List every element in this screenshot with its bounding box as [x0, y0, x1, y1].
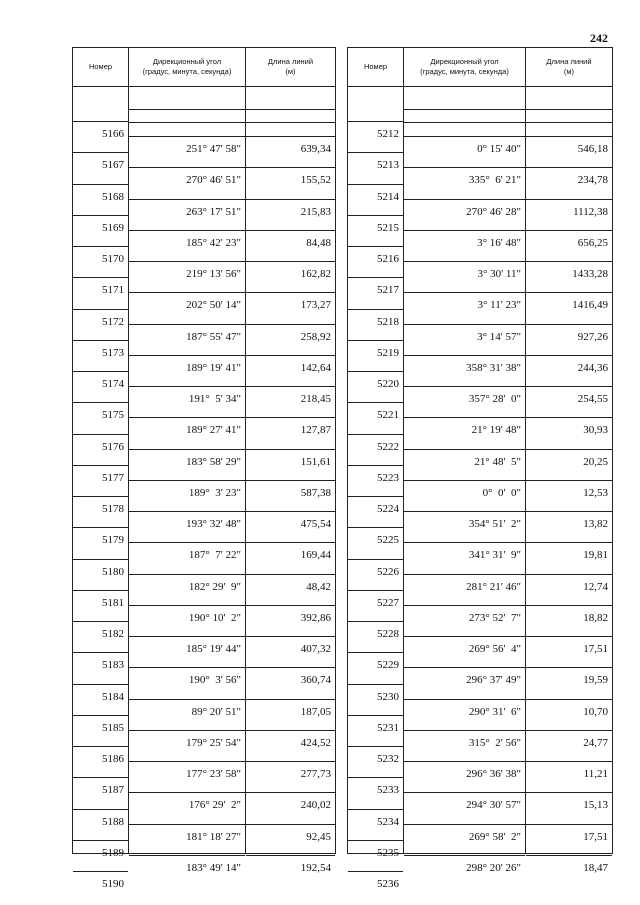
- bearing-angle: 179° 25' 54": [129, 730, 245, 754]
- line-length: 234,78: [526, 167, 612, 191]
- bearing-angle: 358° 31' 38": [404, 355, 525, 379]
- point-number: 5178: [73, 496, 128, 520]
- bearing-angle: 354° 51' 2": [404, 511, 525, 535]
- blank-cell: [526, 109, 612, 123]
- bearing-angle: 181° 18' 27": [129, 824, 245, 848]
- point-number: 5172: [73, 309, 128, 333]
- line-length: 407,32: [246, 636, 335, 660]
- point-number: 5189: [73, 840, 128, 864]
- blank-cell: [404, 109, 525, 123]
- point-number: 5168: [73, 184, 128, 208]
- bearing-angle: 269° 58' 2": [404, 824, 525, 848]
- bearing-angle: 0° 15' 40": [404, 136, 525, 160]
- line-length: 19,59: [526, 667, 612, 691]
- bearing-angle: 270° 46' 51": [129, 167, 245, 191]
- line-length: 12,53: [526, 480, 612, 504]
- line-length: 127,87: [246, 417, 335, 441]
- point-number: 5173: [73, 340, 128, 364]
- bearing-angle: 191° 5' 34": [129, 386, 245, 410]
- line-length: 1416,49: [526, 292, 612, 316]
- bearing-angle: 0° 0' 0": [404, 480, 525, 504]
- table-header: [348, 47, 612, 87]
- bearing-angle: 193° 32' 48": [129, 511, 245, 535]
- bearing-angle: 251° 47' 58": [129, 136, 245, 160]
- point-number: 5228: [348, 621, 403, 645]
- bearing-angle: 183° 58' 29": [129, 449, 245, 473]
- line-length: 48,42: [246, 574, 335, 598]
- line-length: 424,52: [246, 730, 335, 754]
- line-length: 151,61: [246, 449, 335, 473]
- table-header: [73, 47, 335, 87]
- point-number: 5182: [73, 621, 128, 645]
- line-length: 17,51: [526, 824, 612, 848]
- angle-header-units: (градус, минута, секунда): [142, 67, 232, 76]
- point-number: 5215: [348, 215, 403, 239]
- bearing-angle: 187° 7' 22": [129, 542, 245, 566]
- angle-header-units: (градус, минута, секунда): [420, 67, 509, 76]
- point-number: 5214: [348, 184, 403, 208]
- point-number: 5174: [73, 371, 128, 395]
- length-header-units: (м): [285, 67, 296, 76]
- bearing-angle: 183° 49' 14": [129, 855, 245, 879]
- point-number: 5190: [73, 871, 128, 895]
- point-number: 5184: [73, 684, 128, 708]
- bearing-angle: 182° 29' 9": [129, 574, 245, 598]
- bearing-angle: 189° 3' 23": [129, 480, 245, 504]
- bearing-angle: 296° 36' 38": [404, 761, 525, 785]
- line-length: 277,73: [246, 761, 335, 785]
- line-length: 24,77: [526, 730, 612, 754]
- line-length: 192,54: [246, 855, 335, 879]
- point-number: 5213: [348, 152, 403, 176]
- point-number: 5167: [73, 152, 128, 176]
- angle-column-header: [129, 48, 246, 86]
- bearing-angle: 190° 10' 2": [129, 605, 245, 629]
- point-number: 5188: [73, 809, 128, 833]
- bearing-angle: 185° 19' 44": [129, 636, 245, 660]
- point-number: 5221: [348, 402, 403, 426]
- point-number: 5171: [73, 277, 128, 301]
- number-column-header: Номер: [73, 48, 129, 86]
- point-number: 5180: [73, 559, 128, 583]
- point-number: 5230: [348, 684, 403, 708]
- bearing-angle: 89° 20' 51": [129, 699, 245, 723]
- bearing-angle: 269° 56' 4": [404, 636, 525, 660]
- line-length: 639,34: [246, 136, 335, 160]
- point-number: 5186: [73, 746, 128, 770]
- point-number: 5236: [348, 871, 403, 895]
- bearing-angle: 3° 16' 48": [404, 230, 525, 254]
- table-body: [73, 87, 335, 890]
- bearing-angle: 189° 19' 41": [129, 355, 245, 379]
- point-number: 5187: [73, 777, 128, 801]
- bearing-angle: 341° 31' 9": [404, 542, 525, 566]
- bearing-angle: 202° 50' 14": [129, 292, 245, 316]
- line-length: 215,83: [246, 199, 335, 223]
- line-length: 17,51: [526, 636, 612, 660]
- point-number: 5183: [73, 652, 128, 676]
- line-length: 392,86: [246, 605, 335, 629]
- point-number: 5226: [348, 559, 403, 583]
- line-length: 15,13: [526, 792, 612, 816]
- bearing-angle: 177° 23' 58": [129, 761, 245, 785]
- line-length: 11,21: [526, 761, 612, 785]
- line-length: 240,02: [246, 792, 335, 816]
- line-length: 258,92: [246, 324, 335, 348]
- point-number: 5179: [73, 527, 128, 551]
- table-body: [348, 87, 612, 890]
- line-length: 20,25: [526, 449, 612, 473]
- point-number: 5232: [348, 746, 403, 770]
- point-number: 5233: [348, 777, 403, 801]
- angle-header-title: Дирекционный угол: [152, 57, 222, 66]
- bearing-angle: 335° 6' 21": [404, 167, 525, 191]
- bearing-angle: 315° 2' 56": [404, 730, 525, 754]
- point-number: 5177: [73, 465, 128, 489]
- line-length: 1433,28: [526, 261, 612, 285]
- bearing-angle: 263° 17' 51": [129, 199, 245, 223]
- point-number: 5231: [348, 715, 403, 739]
- bearing-angle: 290° 31' 6": [404, 699, 525, 723]
- point-number: 5176: [73, 434, 128, 458]
- line-length: 19,81: [526, 542, 612, 566]
- point-number: 5229: [348, 652, 403, 676]
- point-number: 5185: [73, 715, 128, 739]
- bearing-angle: 187° 55' 47": [129, 324, 245, 348]
- point-number: 5218: [348, 309, 403, 333]
- length-header-units: (м): [563, 67, 575, 76]
- blank-cell: [246, 109, 335, 123]
- line-length: 1112,38: [526, 199, 612, 223]
- line-length: 162,82: [246, 261, 335, 285]
- number-column: [73, 87, 129, 890]
- line-length: 18,47: [526, 855, 612, 879]
- length-column-header: [526, 48, 612, 86]
- line-length: 10,70: [526, 699, 612, 723]
- bearing-angle: 357° 28' 0": [404, 386, 525, 410]
- point-number: 5217: [348, 277, 403, 301]
- bearing-angle: 185° 42' 23": [129, 230, 245, 254]
- angle-column-header: [404, 48, 526, 86]
- bearing-angle: 298° 20' 26": [404, 855, 525, 879]
- bearing-angle: 190° 3' 56": [129, 667, 245, 691]
- point-number: 5212: [348, 121, 403, 145]
- point-number: 5224: [348, 496, 403, 520]
- point-number: 5181: [73, 590, 128, 614]
- line-length: 475,54: [246, 511, 335, 535]
- line-length: 360,74: [246, 667, 335, 691]
- length-column: [246, 87, 335, 874]
- line-length: 155,52: [246, 167, 335, 191]
- point-number: 5227: [348, 590, 403, 614]
- bearing-angle: 189° 27' 41": [129, 417, 245, 441]
- bearing-angle: 176° 29' 2": [129, 792, 245, 816]
- line-length: 546,18: [526, 136, 612, 160]
- point-number: 5169: [73, 215, 128, 239]
- point-number: 5170: [73, 246, 128, 270]
- bearing-angle: 21° 19' 48": [404, 417, 525, 441]
- blank-cell: [129, 109, 245, 123]
- number-column-header: Номер: [348, 48, 404, 86]
- line-length: 30,93: [526, 417, 612, 441]
- point-number: 5225: [348, 527, 403, 551]
- left-coordinates-table: [72, 47, 336, 890]
- length-header-title: Длина линий: [546, 57, 592, 66]
- line-length: 12,74: [526, 574, 612, 598]
- bearing-angle: 21° 48' 5": [404, 449, 525, 473]
- line-length: 13,82: [526, 511, 612, 535]
- line-length: 84,48: [246, 230, 335, 254]
- length-header-title: Длина линий: [267, 57, 314, 66]
- point-number: 5223: [348, 465, 403, 489]
- point-number: 5175: [73, 402, 128, 426]
- angle-column: [129, 87, 246, 874]
- length-column: [526, 87, 612, 874]
- bearing-angle: 281° 21' 46": [404, 574, 525, 598]
- point-number: 5219: [348, 340, 403, 364]
- bearing-angle: 270° 46' 28": [404, 199, 525, 223]
- bearing-angle: 296° 37' 49": [404, 667, 525, 691]
- line-length: 169,44: [246, 542, 335, 566]
- point-number: 5216: [348, 246, 403, 270]
- angle-column: [404, 87, 526, 874]
- bearing-angle: 219° 13' 56": [129, 261, 245, 285]
- line-length: 927,26: [526, 324, 612, 348]
- line-length: 18,82: [526, 605, 612, 629]
- page-number: 242: [590, 31, 608, 45]
- number-column: [348, 87, 404, 890]
- bearing-angle: 3° 30' 11": [404, 261, 525, 285]
- point-number: 5235: [348, 840, 403, 864]
- point-number: 5234: [348, 809, 403, 833]
- line-length: 218,45: [246, 386, 335, 410]
- point-number: 5222: [348, 434, 403, 458]
- bearing-angle: 294° 30' 57": [404, 792, 525, 816]
- line-length: 656,25: [526, 230, 612, 254]
- length-column-header: [246, 48, 335, 86]
- line-length: 173,27: [246, 292, 335, 316]
- point-number: 5166: [73, 121, 128, 145]
- bearing-angle: 3° 14' 57": [404, 324, 525, 348]
- right-coordinates-table: [347, 47, 613, 890]
- line-length: 142,64: [246, 355, 335, 379]
- line-length: 254,55: [526, 386, 612, 410]
- bearing-angle: 273° 52' 7": [404, 605, 525, 629]
- line-length: 587,38: [246, 480, 335, 504]
- line-length: 244,36: [526, 355, 612, 379]
- line-length: 92,45: [246, 824, 335, 848]
- angle-header-title: Дирекционный угол: [430, 57, 499, 66]
- bearing-angle: 3° 11' 23": [404, 292, 525, 316]
- point-number: 5220: [348, 371, 403, 395]
- line-length: 187,05: [246, 699, 335, 723]
